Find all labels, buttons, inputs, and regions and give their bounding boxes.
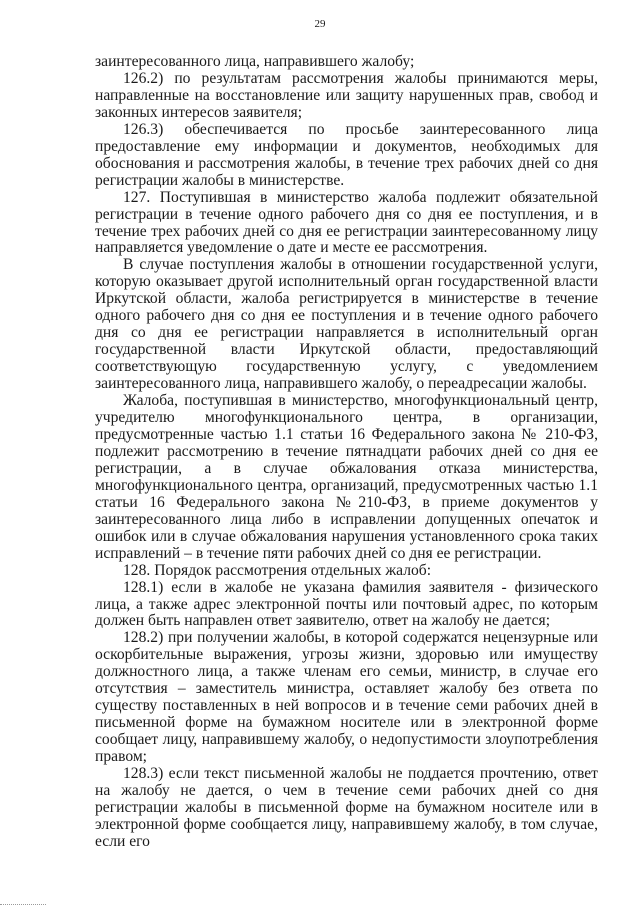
paragraph-128: 128. Порядок рассмотрения отдельных жалоб: — [123, 561, 432, 579]
paragraph-126-3: 126.3) обеспечивается по просьбе заинтересованного лица предоставление ему информации и документов, необходимых для обоснования и рассмотрения жалобы, в течение трех рабочих дней со дня регистрации жалобы в министерстве. — [95, 120, 598, 189]
paragraph-128-2: 128.2) при получении жалобы, в которой содержатся нецензурные или оскорбительные выражения, угрозы жизни, здоровью или имуществу должностного лица, а также членам его семьи, министр, в случае его отсутствия – заместитель министра, оставляет жалобу без ответа по существу поставленных в ней вопросов и в течение семи рабочих дней в письменной форме на бумажном носителе или в электронной форме сообщает лицу, направившему жалобу, о недопустимости злоупотребления правом; — [95, 629, 598, 766]
paragraph-126-2: 126.2) по результатам рассмотрения жалобы принимаются меры, направленные на восстановление или защиту нарушенных прав, свобод и законных интересов заявителя; — [95, 69, 598, 121]
paragraph-continuation: заинтересованного лица, направившего жалобу; — [95, 53, 415, 70]
paragraph-redirect-complaint: В случае поступления жалобы в отношении государственной услуги, которую оказывает другой исполнительный орган государственной власти Иркутской области, жалоба регистрируется в министерстве в течение одного рабочего дня со дня ее поступления и в течение одного рабочего дня со дня ее регистрации направляется в исполнительный орган государственной власти Иркутской области, предоставляющий соответствующую государственную услугу, с уведомлением заинтересованного лица, направившего жалобу, о переадресации жалобы. — [95, 256, 598, 393]
paragraph-128-1: 128.1) если в жалобе не указана фамилия заявителя - физического лица, а также адрес электронной почты или почтовый адрес, по которым должен быть направлен ответ заявителю, ответ на жалобу не дается; — [95, 578, 598, 630]
document-body — [95, 54, 598, 851]
paragraph-128-3: 128.3) если текст письменной жалобы не поддается прочтению, ответ на жалобу не дается, о чем в течение семи рабочих дней со дня регистрации жалобы в письменной форме на бумажном носителе или в электронной форме сообщается лицу, направившему жалобу, в том случае, если его — [95, 765, 598, 850]
paragraph-review-deadline: Жалоба, поступившая в министерство, многофункциональный центр, учредителю многофункционального центра, в организации, предусмотренные частью 1.1 статьи 16 Федерального закона № 210-ФЗ, подлежит рассмотрению в течение пятнадцати рабочих дней со дня ее регистрации, а в случае обжалования отказа министерства, многофункционального центра, организаций, предусмотренных частью 1.1 статьи 16 Федерального закона №210-ФЗ, в приеме документов у заинтересованного лица либо в исправлении допущенных опечаток и ошибок или в случае обжалования нарушения установленного срока таких исправлений – в течение пяти рабочих дней со дня ее регистрации. — [95, 392, 598, 562]
paragraph-127: 127. Поступившая в министерство жалоба подлежит обязательной регистрации в течение одного рабочего дня со дня ее поступления, и в течение трех рабочих дней со дня ее регистрации заинтересованному лицу направляется уведомление о дате и месте ее рассмотрения. — [95, 188, 598, 257]
page-number: 29 — [314, 18, 326, 30]
